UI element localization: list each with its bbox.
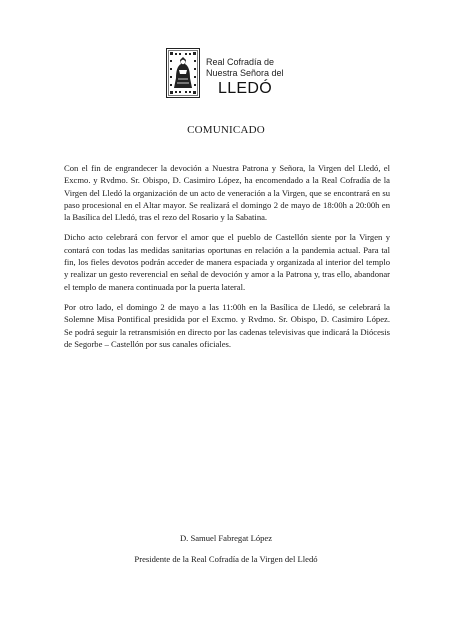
brand-name: LLEDÓ <box>218 80 272 97</box>
brand-line-1: Real Cofradía de <box>206 57 275 67</box>
document-body <box>64 162 390 358</box>
document-title: COMUNICADO <box>187 124 265 136</box>
header-logo <box>160 48 300 104</box>
paragraph: Con el fin de engrandecer la devoción a Nuestra Patrona y Señora, la Virgen del Lledó, el Excmo. y Rvdmo. Sr. Obispo, D. Casimiro López, ha encomendado a la Real Cofradía de la Virgen del Lledó la organización de un acto de veneración a la Virgen, que se encontrará en su paso procesional en el Altar mayor. Se realizará el domingo 2 de mayo de 18:00h a 20:00h en la Basílica del Lledó, tras el rezo del Rosario y la Sabatina. <box>64 163 390 223</box>
signature-role: Presidente de la Real Cofradía de la Virgen del Lledó <box>134 554 318 564</box>
signature-name: D. Samuel Fabregat López <box>179 533 273 543</box>
virgin-seal-icon <box>166 48 200 98</box>
paragraph: Por otro lado, el domingo 2 de mayo a las 11:00h en la Basílica de Lledó, se celebrará la Solemne Misa Pontifical presidida por el Excmo. y Rvdmo. Sr. Obispo, D. Casimiro López. Se podrá seguir la retransmisión en directo por las cadenas televisivas que indicará la Diócesis de Segorbe – Castellón por sus canales oficiales. <box>64 301 390 349</box>
brand-line-2: Nuestra Señora del <box>206 68 284 78</box>
paragraph: Dicho acto celebrará con fervor el amor que el pueblo de Castellón siente por la Virgen y contará con todas las medidas sanitarias oportunas en relación a la pandemia actual. Para tal fin, los fieles devotos podrán acceder de manera espaciada y organizada al interior del templo y realizar un gesto reverencial en señal de devoción y amor a la Patrona y, tras ello, abandonar el templo de manera continuada por la puerta lateral. <box>64 232 390 292</box>
